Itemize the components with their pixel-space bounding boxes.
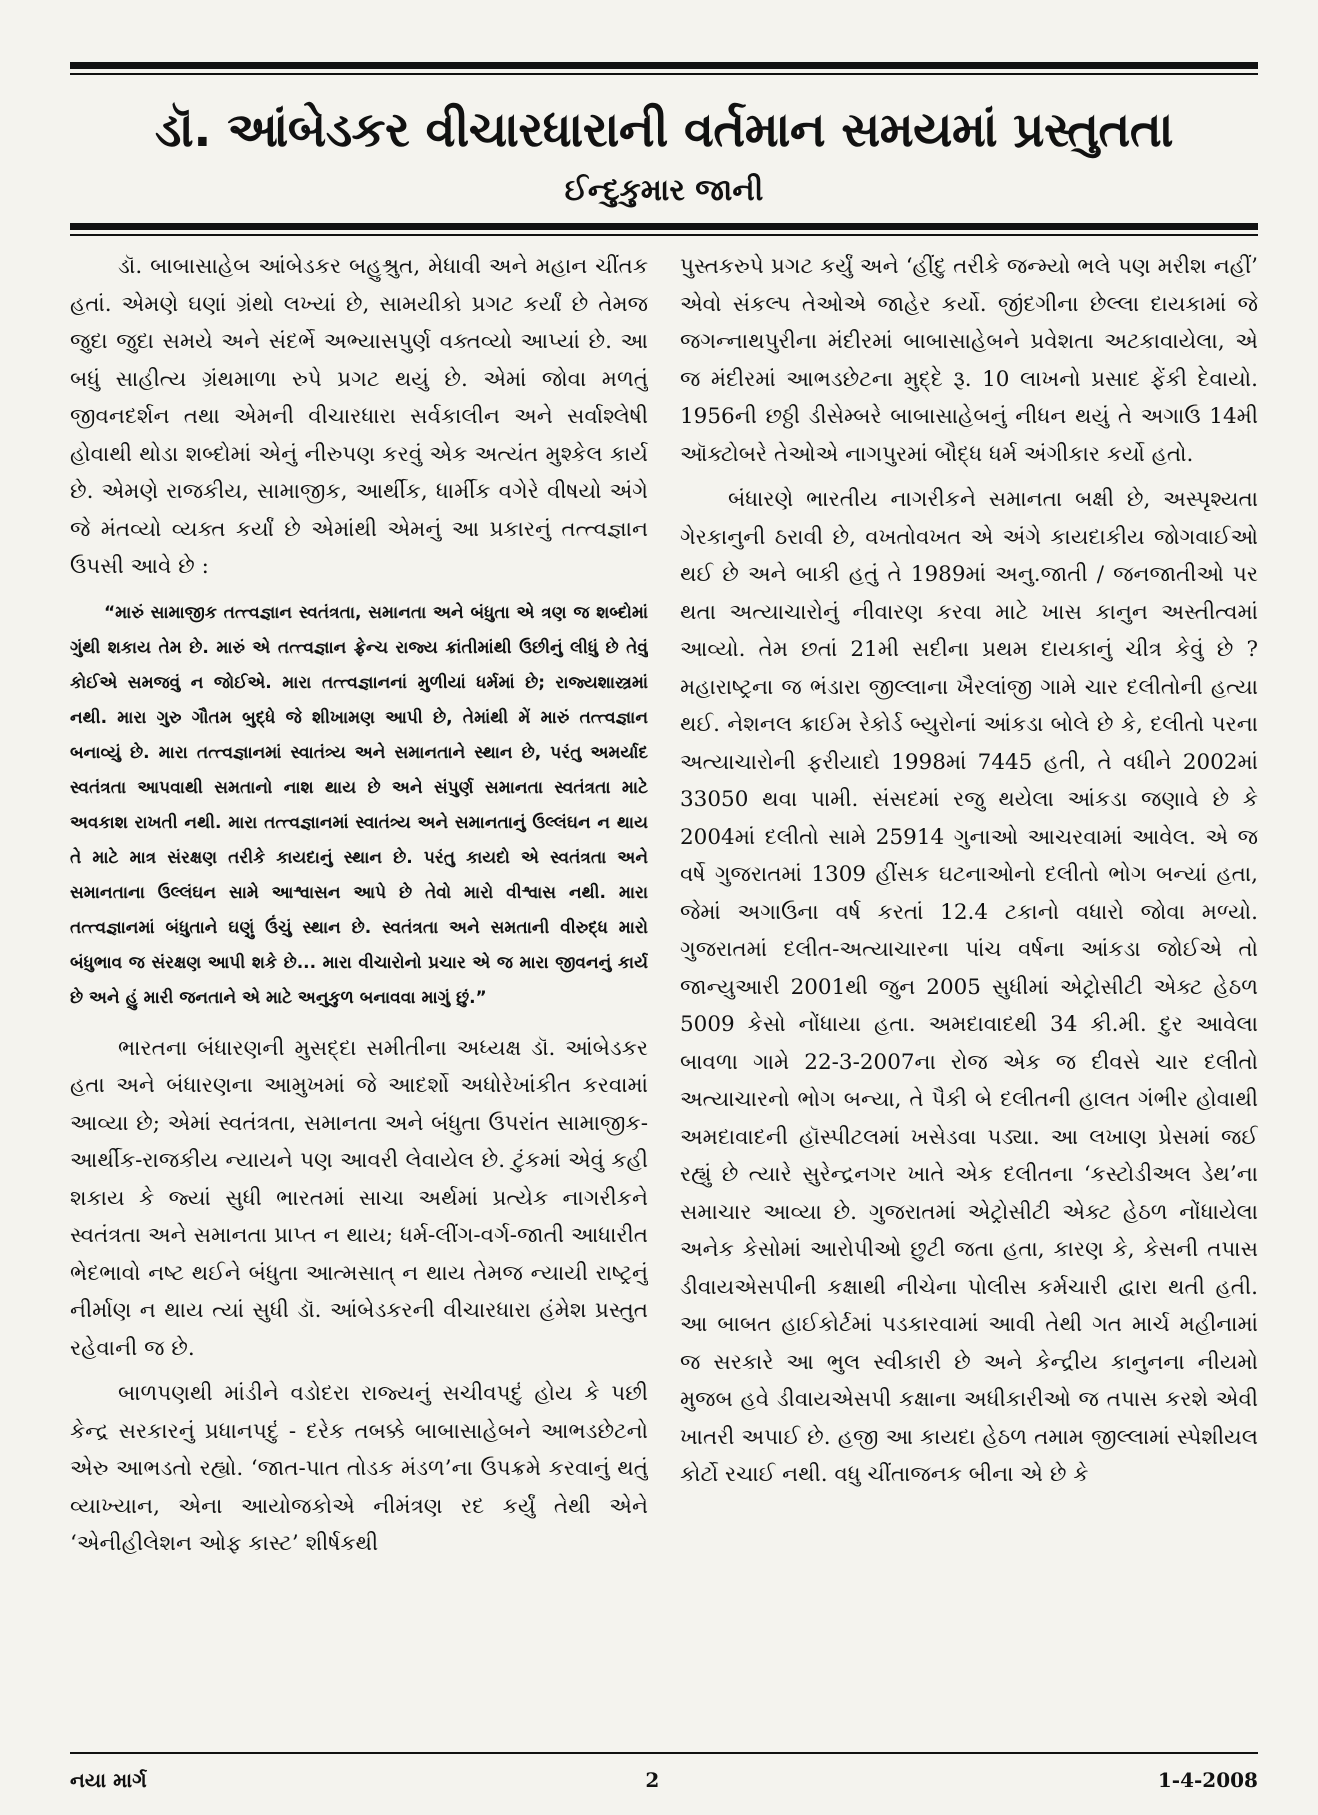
header-rule (70, 223, 1258, 230)
page-number: 2 (645, 1768, 660, 1792)
article-author: ઈન્દુકુમાર જાની (564, 173, 764, 208)
header-rule-thin (70, 234, 1258, 236)
footer-row (70, 1768, 1258, 1792)
top-rule (70, 62, 1258, 69)
right-column (680, 248, 1258, 1738)
article-title: ડૉ. આંબેડકર વીચારધારાની વર્તમાન સમયમાં પ્રસ્તુતતા (155, 102, 1173, 158)
footer-rule (70, 1752, 1258, 1754)
issue-date: 1-4-2008 (1157, 1768, 1258, 1792)
paragraph: બંધારણે ભારતીય નાગરીકને સમાનતા બક્ષી છે, અસ્પૃશ્યતા ગેરકાનુની ઠરાવી છે, વખતોવખત એ અંગે કાયદાકીય જોગવાઈઓ થઈ છે અને બાકી હતું તે 1989માં અનુ.જાતી / જનજાતીઓ પર થતા અત્યાચારોનું નીવારણ કરવા માટે ખાસ કાનુન અસ્તીત્વમાં આવ્યો. તેમ છતાં 21મી સદીના પ્રથમ દાયકાનું ચીત્ર કેવું છે ? મહારાષ્ટ્રના જ ભંડારા જીલ્લાના ખૈરલાંજી ગામે ચાર દલીતોની હત્યા થઈ. નેશનલ ક્રાઈમ રેકોર્ડ બ્યુરોનાં આંકડા બોલે છે કે, દલીતો પરના અત્યાચારોની ફરીયાદો 1998માં 7445 હતી, તે વધીને 2002માં 33050 થવા પામી. સંસદમાં રજુ થયેલા આંકડા જણાવે છે કે 2004માં દલીતો સામે 25914 ગુનાઓ આચરવામાં આવેલ. એ જ વર્ષે ગુજરાતમાં 1309 હીંસક ઘટનાઓનો દલીતો ભોગ બન્યાં હતા, જેમાં અગાઉના વર્ષ કરતાં 12.4 ટકાનો વધારો જોવા મળ્યો. ગુજરાતમાં દલીત-અત્યાચારના પાંચ વર્ષના આંકડા જોઈએ તો જાન્યુઆરી 2001થી જુન 2005 સુધીમાં એટ્રોસીટી એક્ટ હેઠળ 5009 કેસો નોંધાયા હતા. અમદાવાદથી 34 કી.મી. દુર આવેલા બાવળા ગામે 22-3-2007ના રોજ એક જ દીવસે ચાર દલીતો અત્યાચારનો ભોગ બન્યા, તે પૈકી બે દલીતની હાલત ગંભીર હોવાથી અમદાવાદની હૉસ્પીટલમાં ખસેડવા પડ્યા. આ લખાણ પ્રેસમાં જઈ રહ્યું છે ત્યારે સુરેન્દ્રનગર ખાતે એક દલીતના ‘કસ્ટોડીઅલ ડેથ’ના સમાચાર આવ્યા છે. ગુજરાતમાં એટ્રોસીટી એક્ટ હેઠળ નોંધાયેલા અનેક કેસોમાં આરોપીઓ છુટી જતા હતા, કારણ કે, કેસની તપાસ ડીવાયએસપીની કક્ષાથી નીચેના પોલીસ કર્મચારી દ્વારા થતી હતી. આ બાબત હાઈકોર્ટમાં પડકારવામાં આવી તેથી ગત માર્ચ મહીનામાં જ સરકારે આ ભુલ સ્વીકારી છે અને કેન્દ્રીય કાનુનના નીયમો મુજબ હવે ડીવાયએસપી કક્ષાના અધીકારીઓ જ તપાસ કરશે એવી ખાતરી અપાઈ છે. હજી આ કાયદા હેઠળ તમામ જીલ્લામાં સ્પેશીયલ કોર્ટો રચાઈ નથી. વધુ ચીંતાજનક બીના એ છે કે (680, 487, 1258, 1487)
publication-name: નયા માર્ગ (70, 1768, 147, 1792)
page-footer (70, 1752, 1258, 1792)
ambedkar-quote: “મારું સામાજીક તત્ત્વજ્ઞાન સ્વતંત્રતા, સમાનતા અને બંધુતા એ ત્રણ જ શબ્દોમાં ગુંથી શકાય તેમ છે. મારું એ તત્ત્વજ્ઞાન ફ્રેન્ચ રાજ્ય ક્રાંતીમાંથી ઉછીનું લીધું છે તેવું કોઈએ સમજવું ન જોઈએ. મારા તત્ત્વજ્ઞાનનાં મુળીયાં ધર્મમાં છે; રાજ્યશાસ્ત્રમાં નથી. મારા ગુરુ ગૌતમ બુદ્ધે જે શીખામણ આપી છે, તેમાંથી મેં મારું તત્ત્વજ્ઞાન બનાવ્યું છે. મારા તત્ત્વજ્ઞાનમાં સ્વાતંત્ર્ય અને સમાનતાને સ્થાન છે, પરંતુ અમર્યાદ સ્વતંત્રતા આપવાથી સમતાનો નાશ થાય છે અને સંપુર્ણ સમાનતા સ્વતંત્રતા માટે અવકાશ રાખતી નથી. મારા તત્ત્વજ્ઞાનમાં સ્વાતંત્ર્ય અને સમાનતાનું ઉલ્લંઘન ન થાય તે માટે માત્ર સંરક્ષણ તરીકે કાયદાનું સ્થાન છે. પરંતુ કાયદો એ સ્વતંત્રતા અને સમાનતાના ઉલ્લંઘન સામે આશ્વાસન આપે છે તેવો મારો વીશ્વાસ નથી. મારા તત્ત્વજ્ઞાનમાં બંધુતાને ઘણું ઉંચું સ્થાન છે. સ્વતંત્રતા અને સમતાની વીરુદ્ધ મારો બંધુભાવ જ સંરક્ષણ આપી શકે છે... મારા વીચારોનો પ્રચાર એ જ મારા જીવનનું કાર્ય છે અને હું મારી જનતાને એ માટે અનુકુળ બનાવવા માગું છું.” (70, 602, 648, 1008)
paragraph: ડૉ. બાબાસાહેબ આંબેડકર બહુશ્રુત, મેધાવી અને મહાન ચીંતક હતાં. એમણે ઘણાં ગ્રંથો લખ્યાં છે, સામયીકો પ્રગટ કર્યાં છે તેમજ જુદા જુદા સમયે અને સંદર્ભે અભ્યાસપુર્ણ વક્તવ્યો આપ્યાં છે. આ બધું સાહીત્ય ગ્રંથમાળા રુપે પ્રગટ થયું છે. એમાં જોવા મળતું જીવનદર્શન તથા એમની વીચારધારા સર્વકાલીન અને સર્વાશ્લેષી હોવાથી થોડા શબ્દોમાં એનું નીરુપણ કરવું એક અત્યંત મુશ્કેલ કાર્ય છે. એમણે રાજકીય, સામાજીક, આર્થીક, ધાર્મીક વગેરે વીષયો અંગે જે મંતવ્યો વ્યક્ત કર્યાં છે એમાંથી એમનું આ પ્રકારનું તત્ત્વજ્ઞાન ઉપસી આવે છે : (70, 254, 648, 579)
paragraph: ભારતના બંધારણની મુસદ્દા સમીતીના અધ્યક્ષ ડૉ. આંબેડકર હતા અને બંધારણના આમુખમાં જે આદર્શો અધોરેખાંકીત કરવામાં આવ્યા છે; એમાં સ્વતંત્રતા, સમાનતા અને બંધુતા ઉપરાંત સામાજીક-આર્થીક-રાજકીય ન્યાયને પણ આવરી લેવાયેલ છે. ટુંકમાં એવું કહી શકાય કે જ્યાં સુધી ભારતમાં સાચા અર્થમાં પ્રત્યેક નાગરીકને સ્વતંત્રતા અને સમાનતા પ્રાપ્ત ન થાય; ધર્મ-લીંગ-વર્ગ-જાતી આધારીત ભેદભાવો નષ્ટ થઈને બંધુતા આત્મસાત્ ન થાય તેમજ ન્યાયી રાષ્ટ્રનું નીર્માણ ન થાય ત્યાં સુધી ડૉ. આંબેડકરની વીચારધારા હંમેશ પ્રસ્તુત રહેવાની જ છે. (70, 1035, 648, 1361)
top-rule-thin (70, 73, 1258, 75)
left-column (70, 248, 648, 1738)
article-body (70, 248, 1258, 1738)
paragraph: પુસ્તકરુપે પ્રગટ કર્યું અને ‘હીંદુ તરીકે જન્મ્યો ભલે પણ મરીશ નહીં’ એવો સંકલ્પ તેઓએ જાહેર કર્યો. જીંદગીના છેલ્લા દાયકામાં જે જગન્નાથપુરીના મંદીરમાં બાબાસાહેબને પ્રવેશતા અટકાવાયેલા, એ જ મંદીરમાં આભડછેટના મુદ્દે રૂ. 10 લાખનો પ્રસાદ ફેંકી દેવાયો. 1956ની છઠ્ઠી ડીસેમ્બરે બાબાસાહેબનું નીધન થયું તે અગાઉ 14મી ઑક્ટોબરે તેઓએ નાગપુરમાં બૌદ્ધ ધર્મ અંગીકાર કર્યો હતો. (680, 254, 1258, 467)
paragraph: બાળપણથી માંડીને વડોદરા રાજ્યનું સચીવપદું હોય કે પછી કેન્દ્ર સરકારનું પ્રધાનપદું - દરેક તબક્કે બાબાસાહેબને આભડછેટનો એરુ આભડતો રહ્યો. ‘જાત-પાત તોડક મંડળ’ના ઉપક્રમે કરવાનું થતું વ્યાખ્યાન, એના આયોજકોએ નીમંત્રણ રદ કર્યું તેથી એને ‘એનીહીલેશન ઓફ કાસ્ટ’ શીર્ષકથી (70, 1381, 648, 1556)
